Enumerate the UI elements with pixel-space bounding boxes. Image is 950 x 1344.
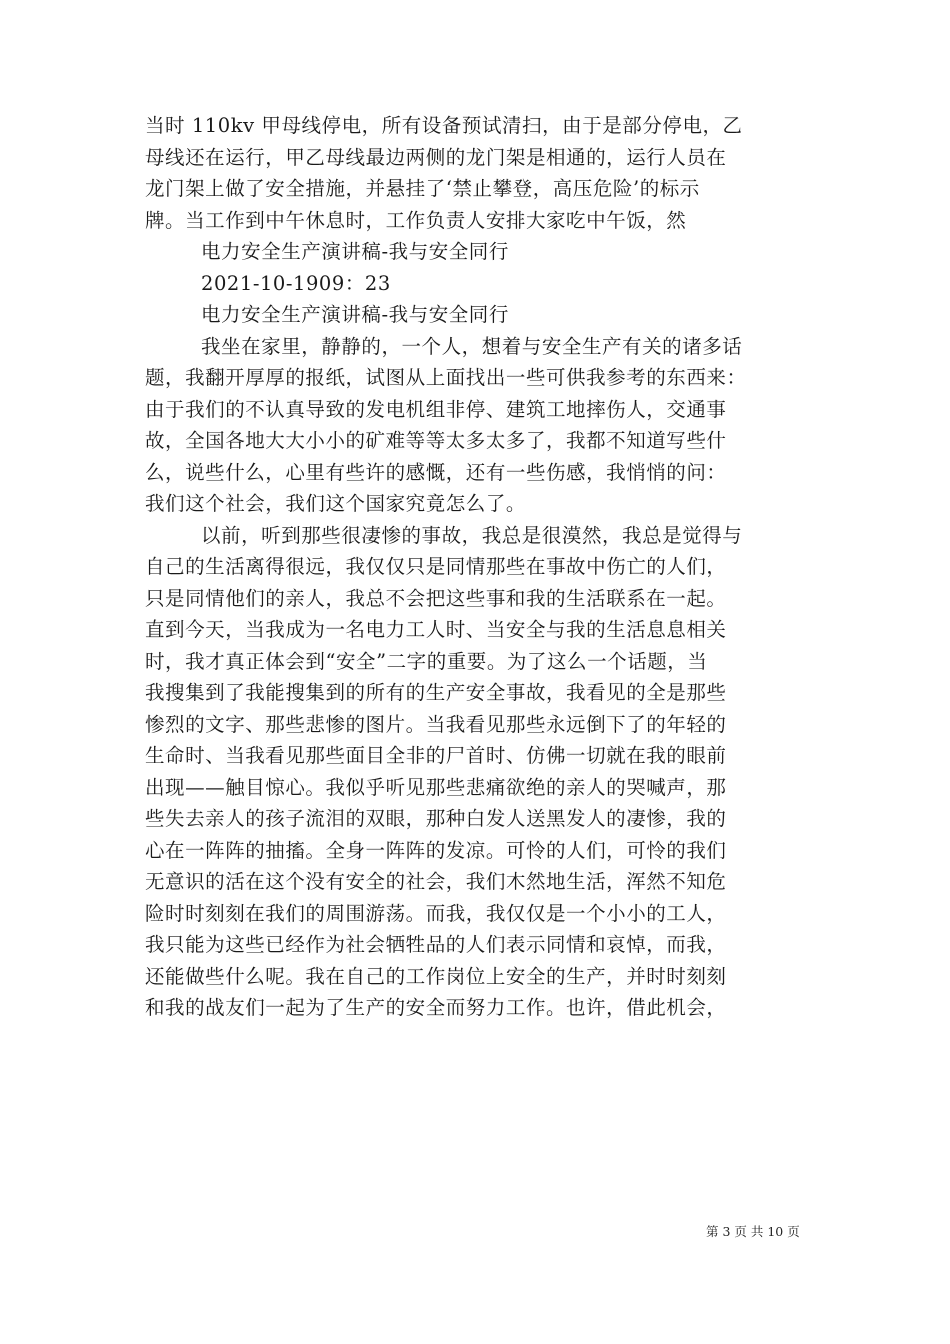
text-line: 由于我们的不认真导致的发电机组非停、建筑工地摔伤人，交通事 xyxy=(145,397,727,421)
text-line: 自己的生活离得很远，我仅仅只是同情那些在事故中伤亡的人们， xyxy=(145,555,727,578)
text-line: 电力安全生产演讲稿-我与安全同行 xyxy=(201,240,509,263)
text-line: 以前，听到那些很凄惨的事故，我总是很漠然，我总是觉得与 xyxy=(201,523,743,547)
text-line: 我们这个社会，我们这个国家究竟怎么了。 xyxy=(145,492,526,515)
document-body xyxy=(145,110,810,1024)
text-line: 么，说些什么，心里有些许的感慨，还有一些伤感，我悄悄的问： xyxy=(145,460,727,484)
text-line: 惨烈的文字、那些悲惨的图片。当我看见那些永远倒下了的年轻的 xyxy=(145,712,727,736)
text-line: 心在一阵阵的抽搐。全身一阵阵的发凉。可怜的人们，可怜的我们 xyxy=(145,838,727,862)
text-line: 2021-10-1909：23 xyxy=(201,271,391,295)
text-line: 些失去亲人的孩子流泪的双眼，那种白发人送黑发人的凄惨，我的 xyxy=(145,807,727,830)
text-line: 牌。当工作到中午休息时，工作负责人安排大家吃中午饭，然 xyxy=(145,208,687,232)
text-line: 题，我翻开厚厚的报纸，试图从上面找出一些可供我参考的东西来： xyxy=(145,366,747,389)
text-line: 当时 110kv 甲母线停电，所有设备预试清扫，由于是部分停电，乙 xyxy=(145,114,743,137)
text-line: 和我的战友们一起为了生产的安全而努力工作。也许，借此机会， xyxy=(145,996,727,1019)
text-line: 还能做些什么呢。我在自己的工作岗位上安全的生产，并时时刻刻 xyxy=(145,964,727,988)
text-line: 无意识的活在这个没有安全的社会，我们木然地生活，浑然不知危 xyxy=(145,870,727,893)
text-line: 我坐在家里，静静的，一个人，想着与安全生产有关的诸多话 xyxy=(201,334,743,358)
text-line: 只是同情他们的亲人，我总不会把这些事和我的生活联系在一起。 xyxy=(145,586,727,610)
text-line: 故，全国各地大大小小的矿难等等太多太多了，我都不知道写些什 xyxy=(145,429,727,452)
text-line: 险时时刻刻在我们的周围游荡。而我，我仅仅是一个小小的工人， xyxy=(145,901,727,925)
text-line: 电力安全生产演讲稿-我与安全同行 xyxy=(201,303,509,326)
text-line: 母线还在运行，甲乙母线最边两侧的龙门架是相通的，运行人员在 xyxy=(145,145,727,169)
text-line: 直到今天，当我成为一名电力工人时、当安全与我的生活息息相关 xyxy=(145,618,727,641)
text-line: 我只能为这些已经作为社会牺牲品的人们表示同情和哀悼，而我， xyxy=(145,933,727,956)
text-line: 生命时、当我看见那些面目全非的尸首时、仿佛一切就在我的眼前 xyxy=(145,744,727,767)
page-number-footer: 第 3 页 共 10 页 xyxy=(706,1224,800,1239)
text-line: 我搜集到了我能搜集到的所有的生产安全事故，我看见的全是那些 xyxy=(145,681,727,704)
text-line: 出现——触目惊心。我似乎听见那些悲痛欲绝的亲人的哭喊声，那 xyxy=(145,775,727,799)
text-line: 龙门架上做了安全措施，并悬挂了‘禁止攀登，高压危险’的标示 xyxy=(145,177,700,200)
text-line: 时，我才真正体会到“安全”二字的重要。为了这么一个话题，当 xyxy=(145,649,708,673)
